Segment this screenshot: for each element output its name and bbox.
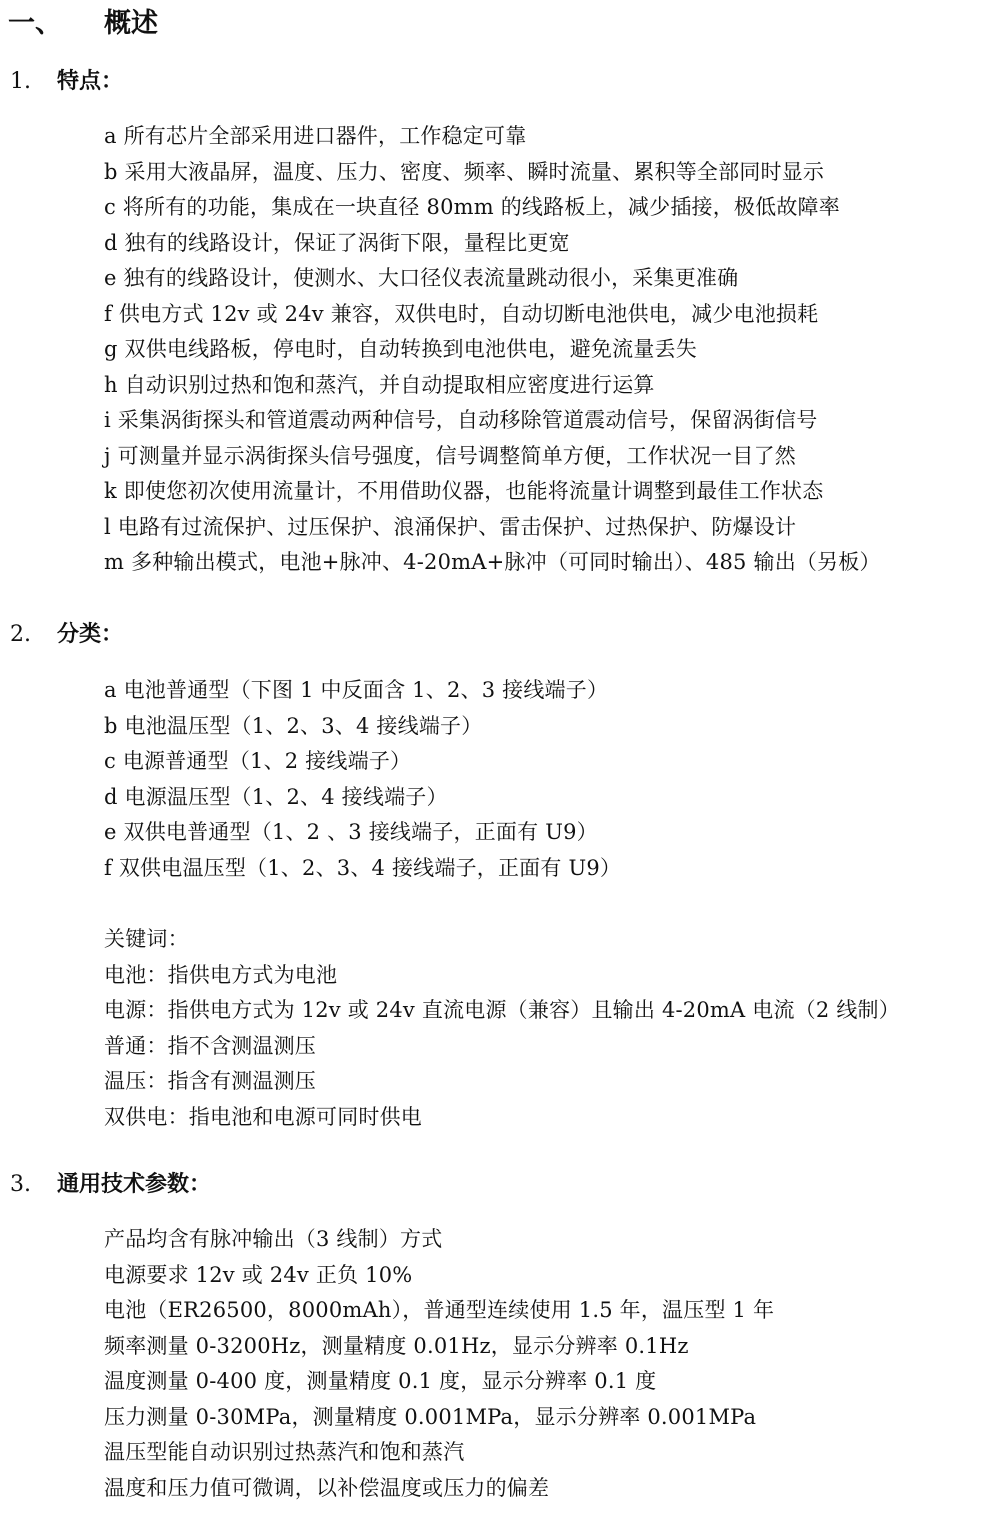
list-item: c 将所有的功能，集成在一块直径 80mm 的线路板上，减少插接，极低故障率: [104, 195, 840, 219]
keyword-item: 普通：指不含测温测压: [104, 1033, 316, 1058]
list-item: k 即使您初次使用流量计，不用借助仪器，也能将流量计调整到最佳工作状态: [104, 479, 824, 503]
classification-title: 分类：: [57, 622, 124, 647]
classification-number: 2.: [10, 622, 31, 647]
list-item: 电池（ER26500，8000mAh），普通型连续使用 1.5 年，温压型 1 年: [104, 1298, 775, 1322]
list-item: d 独有的线路设计，保证了涡街下限，量程比更宽: [104, 230, 570, 255]
section-title: 概述: [104, 8, 158, 39]
list-item: a 电池普通型（下图 1 中反面含 1、2、3 接线端子）: [104, 678, 609, 702]
list-item: l 电路有过流保护、过压保护、浪涌保护、雷击保护、过热保护、防爆设计: [104, 514, 797, 539]
list-item: 频率测量 0-3200Hz，测量精度 0.01Hz，显示分辨率 0.1Hz: [104, 1333, 689, 1358]
specs-heading: [10, 1170, 211, 1200]
list-item: 温压型能自动识别过热蒸汽和饱和蒸汽: [104, 1440, 465, 1464]
list-item: b 电池温压型（1、2、3、4 接线端子）: [104, 713, 483, 738]
list-item: b 采用大液晶屏，温度、压力、密度、频率、瞬时流量、累积等全部同时显示: [104, 159, 825, 184]
features-title: 特点：: [57, 69, 124, 94]
specs-number: 3.: [10, 1172, 31, 1197]
list-item: i 采集涡街探头和管道震动两种信号，自动移除管道震动信号，保留涡街信号: [104, 408, 818, 432]
specs-list: [104, 1222, 774, 1506]
keyword-item: 电源：指供电方式为 12v 或 24v 直流电源（兼容）且输出 4-20mA 电流（2 线制）: [104, 998, 900, 1022]
list-item: 产品均含有脉冲输出（3 线制）方式: [104, 1227, 443, 1251]
features-list: [104, 119, 881, 581]
keyword-item: 电池：指供电方式为电池: [104, 962, 338, 987]
keyword-item: 温压：指含有测温测压: [104, 1069, 316, 1093]
classification-heading: [10, 620, 123, 650]
list-item: 电源要求 12v 或 24v 正负 10%: [104, 1262, 413, 1287]
list-item: j 可测量并显示涡街探头信号强度，信号调整简单方便，工作状况一目了然: [104, 443, 796, 468]
list-item: a 所有芯片全部采用进口器件，工作稳定可靠: [104, 124, 527, 148]
list-item: 温度和压力值可微调，以补偿温度或压力的偏差: [104, 1475, 550, 1500]
list-item: e 独有的线路设计，使测水、大口径仪表流量跳动很小，采集更准确: [104, 266, 739, 290]
keywords-heading: 关键词：: [104, 927, 189, 951]
features-number: 1.: [10, 69, 31, 94]
list-item: 压力测量 0-30MPa，测量精度 0.001MPa，显示分辨率 0.001MPa: [104, 1404, 757, 1429]
list-item: h 自动识别过热和饱和蒸汽，并自动提取相应密度进行运算: [104, 372, 655, 397]
list-item: e 双供电普通型（1、2 、3 接线端子，正面有 U9）: [104, 820, 598, 844]
list-item: f 双供电温压型（1、2、3、4 接线端子，正面有 U9）: [104, 855, 622, 880]
list-item: 温度测量 0-400 度，测量精度 0.1 度，显示分辨率 0.1 度: [104, 1369, 657, 1393]
features-heading: [10, 67, 123, 97]
section-number: 一、: [8, 8, 62, 39]
keyword-item: 双供电：指电池和电源可同时供电: [104, 1104, 422, 1129]
keywords-block: [104, 922, 900, 1135]
specs-title: 通用技术参数：: [57, 1172, 212, 1197]
list-item: m 多种输出模式，电池+脉冲、4-20mA+脉冲（可同时输出）、485 输出（另板）: [104, 550, 881, 574]
list-item: f 供电方式 12v 或 24v 兼容，双供电时，自动切断电池供电，减少电池损耗: [104, 301, 819, 326]
list-item: g 双供电线路板，停电时，自动转换到电池供电，避免流量丢失: [104, 337, 697, 361]
list-item: c 电源普通型（1、2 接线端子）: [104, 749, 412, 773]
section-heading-overview: [8, 6, 158, 42]
classification-list: [104, 673, 621, 886]
list-item: d 电源温压型（1、2、4 接线端子）: [104, 784, 448, 809]
